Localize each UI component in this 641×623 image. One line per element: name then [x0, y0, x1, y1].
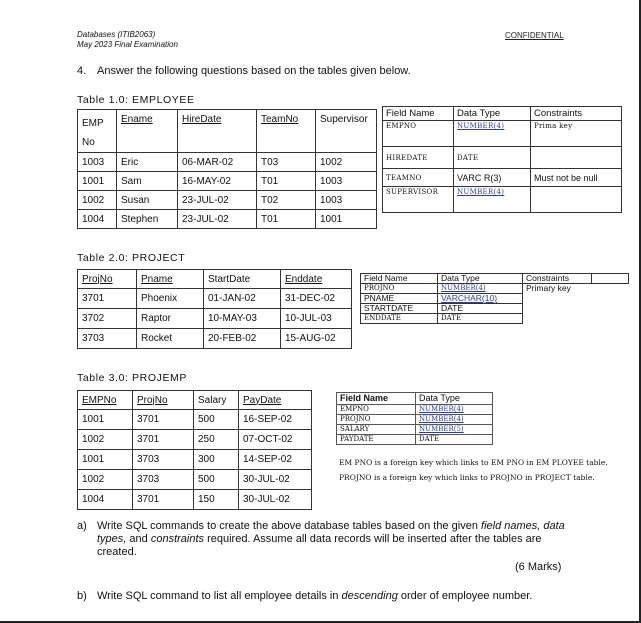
spec-header-constraints: Constraints — [531, 107, 622, 121]
spec-type: NUMBER(4) — [416, 415, 493, 425]
spec-field: PROJNO — [337, 415, 416, 425]
spec-header-field: Field Name — [337, 393, 416, 405]
spec-field: PROJNO — [361, 284, 438, 294]
col-header-empno: EMP No — [78, 110, 117, 153]
project-table — [77, 269, 352, 349]
spec-row — [383, 169, 622, 187]
question-text: Answer the following questions based on the tables given below. — [97, 65, 411, 77]
table-header-row — [78, 110, 377, 153]
col-header-projno: ProjNo — [78, 270, 137, 289]
col-header-salary: Salary — [194, 391, 239, 410]
cell: Eric — [117, 153, 178, 172]
spec-type: NUMBER(4) — [416, 405, 493, 415]
cell: T01 — [257, 172, 316, 191]
spec-field: SUPERVISOR — [383, 187, 454, 213]
spec-constraint — [531, 147, 622, 169]
course-code: Databases (ITIB2063) — [77, 30, 156, 39]
spec-field: PNAME — [361, 294, 438, 304]
spec-field: HIREDATE — [383, 147, 454, 169]
cell: 10-JUL-03 — [281, 309, 352, 329]
cell: 1004 — [78, 210, 117, 229]
col-header-supervisor: Supervisor — [316, 110, 377, 153]
table-row — [78, 153, 377, 172]
spec-header-row — [337, 393, 493, 405]
projemp-spec-table — [336, 392, 493, 445]
spec-header-row — [361, 274, 629, 284]
col-header-startdate: StartDate — [204, 270, 281, 289]
spec-type: VARCHAR(10) — [438, 294, 523, 304]
col-header-projno: ProjNo — [133, 391, 194, 410]
cell: 3701 — [78, 289, 137, 309]
spec-row — [361, 304, 629, 314]
table-row — [78, 329, 352, 349]
table-row — [78, 309, 352, 329]
project-spec-table — [360, 273, 629, 324]
cell: 500 — [194, 470, 239, 490]
col-header-enddate: Enddate — [281, 270, 352, 289]
cell: 1001 — [78, 410, 133, 430]
cell: 07-OCT-02 — [239, 430, 312, 450]
spec-type: DATE — [454, 147, 531, 169]
cell: 16-SEP-02 — [239, 410, 312, 430]
cell: 15-AUG-02 — [281, 329, 352, 349]
cell: 1004 — [78, 490, 133, 510]
cell: 23-JUL-02 — [178, 191, 257, 210]
cell: 14-SEP-02 — [239, 450, 312, 470]
table1-caption: Table 1.0: EMPLOYEE — [77, 94, 195, 106]
question-number: 4. — [77, 65, 87, 77]
spec-type: DATE — [438, 304, 523, 314]
foreign-key-note: PROJNO is a foreign key which links to PROJNO in PROJECT table. — [339, 473, 595, 482]
spec-header-constraints: Constraints — [523, 274, 592, 284]
table-row — [78, 172, 377, 191]
cell: 300 — [194, 450, 239, 470]
spec-field: EMPNO — [337, 405, 416, 415]
cell: 1002 — [78, 191, 117, 210]
cell: 20-FEB-02 — [204, 329, 281, 349]
spec-type: VARC R(3) — [454, 169, 531, 187]
cell: T01 — [257, 210, 316, 229]
cell: 01-JAN-02 — [204, 289, 281, 309]
spec-row — [337, 415, 493, 425]
spec-header-field: Field Name — [361, 274, 438, 284]
table-header-row — [78, 270, 352, 289]
spec-row — [337, 405, 493, 415]
spec-field: STARTDATE — [361, 304, 438, 314]
part-b-label: b) — [77, 590, 87, 602]
spec-row — [383, 121, 622, 147]
projemp-table — [77, 390, 312, 510]
spec-type: NUMBER(4) — [454, 187, 531, 213]
cell: 10-MAY-03 — [204, 309, 281, 329]
spec-header-field: Field Name — [383, 107, 454, 121]
cell: 1003 — [316, 172, 377, 191]
spec-type: NUMBER(4) — [438, 284, 523, 294]
col-header-teamno: TeamNo — [257, 110, 316, 153]
spec-row — [361, 284, 629, 294]
foreign-key-note: EM PNO is a foreign key which links to EM PNO in EM PLOYEE table. — [339, 458, 608, 467]
cell: T02 — [257, 191, 316, 210]
col-header-pname: Pname — [137, 270, 204, 289]
spec-field: PAYDATE — [337, 435, 416, 445]
table2-caption: Table 2.0: PROJECT — [77, 252, 186, 264]
cell: Rocket — [137, 329, 204, 349]
cell: 30-JUL-02 — [239, 490, 312, 510]
spec-row — [337, 425, 493, 435]
cell: 3703 — [78, 329, 137, 349]
cell: Stephen — [117, 210, 178, 229]
part-b-text: Write SQL command to list all employee details in descending order of employee number. — [97, 590, 533, 602]
cell: Susan — [117, 191, 178, 210]
spec-constraint — [531, 187, 622, 213]
cell: 3701 — [133, 430, 194, 450]
spec-row — [337, 435, 493, 445]
spec-type: NUMBER(5) — [416, 425, 493, 435]
cell: 06-MAR-02 — [178, 153, 257, 172]
part-a-text: Write SQL commands to create the above database tables based on the given field names, data types, and constraints required. Assume all data records will be inserted after the tables are created. — [97, 520, 565, 558]
cell: 150 — [194, 490, 239, 510]
confidential-label: CONFIDENTIAL — [505, 31, 564, 40]
cell: Phoenix — [137, 289, 204, 309]
cell: 1003 — [78, 153, 117, 172]
table-row — [78, 289, 352, 309]
part-a-marks: (6 Marks) — [515, 561, 562, 573]
cell: 23-JUL-02 — [178, 210, 257, 229]
spec-row — [361, 294, 629, 304]
cell: 3703 — [133, 470, 194, 490]
spec-header-row — [383, 107, 622, 121]
table-row — [78, 490, 312, 510]
cell: 30-JUL-02 — [239, 470, 312, 490]
cell: 1002 — [78, 430, 133, 450]
cell: 1001 — [78, 450, 133, 470]
cell: 1001 — [316, 210, 377, 229]
cell: 1003 — [316, 191, 377, 210]
table-row — [78, 470, 312, 490]
part-a-label: a) — [77, 520, 87, 532]
employee-spec-table — [382, 106, 622, 213]
table-row — [78, 210, 377, 229]
cell: T03 — [257, 153, 316, 172]
spec-field: ENDDATE — [361, 314, 438, 324]
cell: 1001 — [78, 172, 117, 191]
exam-title: May 2023 Final Examination — [77, 40, 178, 49]
cell: 3701 — [133, 410, 194, 430]
spec-field: TEAMNO — [383, 169, 454, 187]
table-row — [78, 450, 312, 470]
cell: 3703 — [133, 450, 194, 470]
cell: 16-MAY-02 — [178, 172, 257, 191]
col-header-ename: Ename — [117, 110, 178, 153]
table-header-row — [78, 391, 312, 410]
cell: Raptor — [137, 309, 204, 329]
table-row — [78, 430, 312, 450]
spec-header-type: Data Type — [416, 393, 493, 405]
col-header-empno: EMPNo — [78, 391, 133, 410]
cell: 3701 — [133, 490, 194, 510]
employee-table — [77, 109, 377, 229]
spec-row — [383, 147, 622, 169]
spec-type: NUMBER(4) — [454, 121, 531, 147]
spec-row — [383, 187, 622, 213]
cell: 1002 — [316, 153, 377, 172]
spec-header-type: Data Type — [438, 274, 523, 284]
cell: 1002 — [78, 470, 133, 490]
spec-extra — [592, 274, 629, 284]
cell: 3702 — [78, 309, 137, 329]
spec-type: DATE — [416, 435, 493, 445]
spec-constraint: Prima key — [531, 121, 622, 147]
cell: 250 — [194, 430, 239, 450]
cell: Sam — [117, 172, 178, 191]
table3-caption: Table 3.0: PROJEMP — [77, 372, 188, 384]
spec-constraint: Primary key — [526, 283, 571, 294]
cell: 31-DEC-02 — [281, 289, 352, 309]
spec-field: SALARY — [337, 425, 416, 435]
spec-field: EMPNO — [383, 121, 454, 147]
table-row — [78, 191, 377, 210]
col-header-paydate: PayDate — [239, 391, 312, 410]
spec-row — [361, 314, 629, 324]
table-row — [78, 410, 312, 430]
spec-header-type: Data Type — [454, 107, 531, 121]
cell: 500 — [194, 410, 239, 430]
spec-constraint: Must not be null — [531, 169, 622, 187]
spec-type: DATE — [438, 314, 523, 324]
col-header-hiredate: HireDate — [178, 110, 257, 153]
